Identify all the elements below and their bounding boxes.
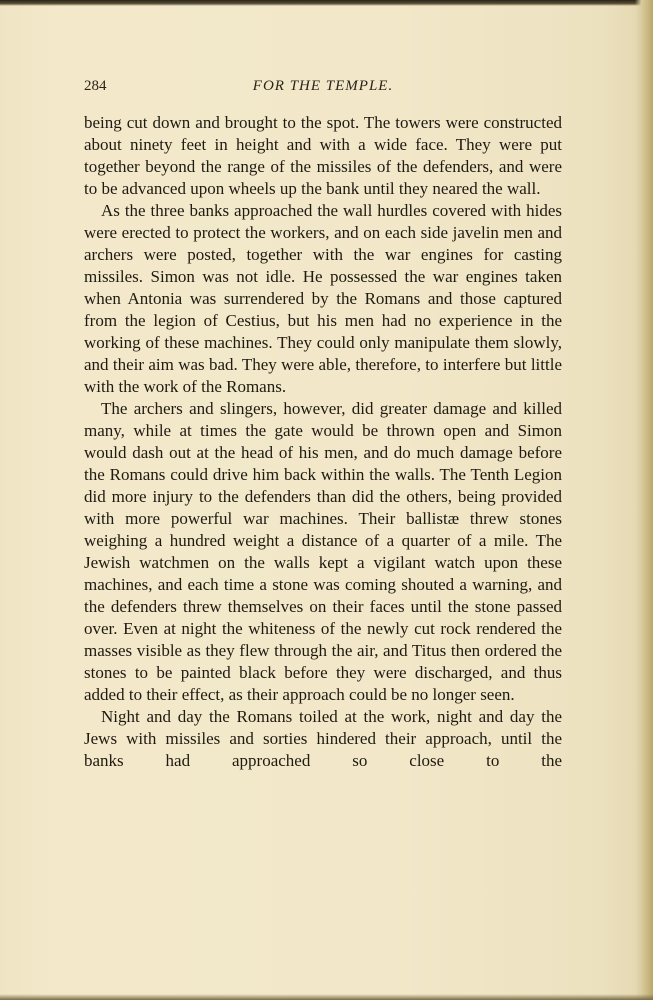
paragraph-3: The archers and slingers, however, did greater damage and killed many, while at times the gate would be thrown open and Simon would dash out at the head of his men, and do much damage before the Romans could drive him back within the walls. The Tenth Legion did more injury to the defenders than did the others, being provided with more powerful war machines. Their ballistæ threw stones weighing a hundred weight a distance of a quarter of a mile. The Jewish watchmen on the walls kept a vigilant watch upon these machines, and each time a stone was coming shouted a warning, and the defenders threw themselves on their faces until the stone passed over. Even at night the whiteness of the newly cut rock rendered the masses visible as they flew through the air, and Titus then ordered the stones to be painted black before they were discharged, and thus added to their effect, as their approach could be no longer seen.	[84, 399, 562, 704]
paragraph-2: As the three banks approached the wall hurdles covered with hides were erected to protect the workers, and on each side javelin men and archers were posted, together with the war engines for casting missiles. Simon was not idle. He possessed the war engines taken when Antonia was surrendered by the Romans and those captured from the legion of Cestius, but his men had no experience in the working of these machines. They could only manipulate them slowly, and their aim was bad. They were able, therefore, to interfere but little with the work of the Romans.	[84, 201, 562, 396]
running-head	[84, 78, 562, 100]
paragraph-4: Night and day the Romans toiled at the work, night and day the Jews with missiles and sorties hindered their approach, until the banks had approached so close to the	[84, 707, 562, 770]
running-title: FOR THE TEMPLE.	[252, 78, 394, 94]
body-text	[84, 112, 562, 772]
paragraph-1: being cut down and brought to the spot. The towers were constructed about ninety feet in height and with a wide face. They were put together beyond the range of the missiles of the defenders, and were to be advanced upon wheels up the bank until they neared the wall.	[84, 113, 562, 198]
page-gutter-edge	[635, 0, 653, 1000]
page-number: 284	[84, 78, 107, 94]
page-bottom-edge	[0, 994, 653, 1000]
page-top-shadow	[0, 0, 653, 6]
